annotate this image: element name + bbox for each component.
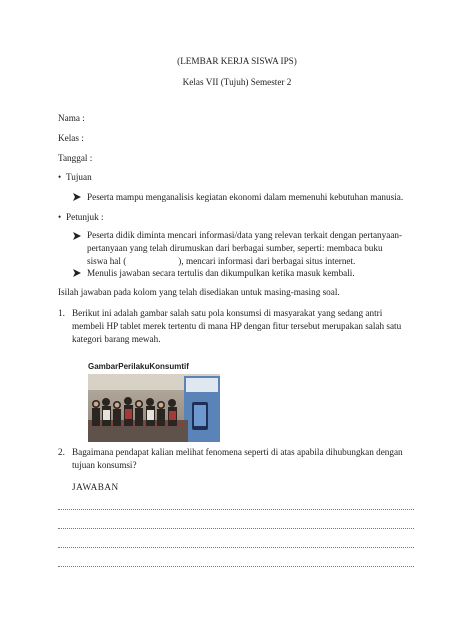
consumer-queue-photo [88, 374, 220, 442]
tujuan-item: Peserta mampu menganalisis kegiatan ekonomi dalam memenuhi kebutuhan manusia. [87, 192, 404, 202]
petunjuk-item-1-line-3-start: siswa hal ( [87, 256, 127, 266]
question-2-line-1: Bagaimana pendapat kalian melihat fenomena seperti di atas apabila dihubungkan dengan [72, 447, 403, 457]
answer-line-3[interactable] [58, 546, 414, 548]
question-1-line-2: membeli HP tablet merek tertentu di mana HP dengan fitur tersebut merupakan salah satu [72, 321, 402, 331]
answer-line-1[interactable] [58, 508, 414, 510]
petunjuk-item-1-line-1: Peserta didik diminta mencari informasi/data yang relevan terkait dengan pertanyaan- [87, 230, 403, 240]
worksheet-title: (LEMBAR KERJA SISWA IPS) [177, 56, 297, 66]
arrow-bullet-icon [73, 232, 81, 242]
instruction-text: Isilah jawaban pada kolom yang telah disediakan untuk masing-masing soal. [58, 287, 340, 297]
tujuan-bullet-icon: • [58, 172, 62, 182]
petunjuk-item-1-line-2: pertanyaan yang telah dirumuskan dari berbagai sumber, seperti: membaca buku [87, 243, 383, 253]
arrow-bullet-icon [73, 269, 81, 279]
question-1-line-3: kategori barang mewah. [72, 334, 161, 344]
worksheet-subtitle: Kelas VII (Tujuh) Semester 2 [182, 77, 292, 87]
petunjuk-heading: Petunjuk : [66, 212, 104, 222]
question-2-number: 2. [58, 447, 65, 457]
petunjuk-item-2: Menulis jawaban secara tertulis dan dikumpulkan ketika masuk kembali. [87, 268, 355, 278]
name-label: Nama : [58, 113, 85, 123]
answer-line-2[interactable] [58, 527, 414, 529]
date-label: Tanggal : [58, 153, 93, 163]
petunjuk-item-1-line-3-end: ), mencari informasi dari berbagai situs internet. [178, 256, 356, 266]
question-2-line-2: tujuan konsumsi? [72, 460, 137, 470]
class-label: Kelas : [58, 133, 84, 143]
petunjuk-item-1-line-3 [87, 255, 355, 267]
question-1-line-1: Berikut ini adalah gambar salah satu pola konsumsi di masyarakat yang sedang antri [72, 308, 383, 318]
answer-label: JAWABAN [72, 482, 119, 492]
answer-line-4[interactable] [58, 565, 414, 567]
image-caption: GambarPerilakuKonsumtif [88, 362, 189, 371]
question-1-number: 1. [58, 308, 65, 318]
arrow-bullet-icon [73, 193, 81, 203]
tujuan-heading: Tujuan [66, 172, 92, 182]
petunjuk-bullet-icon: • [58, 212, 62, 222]
